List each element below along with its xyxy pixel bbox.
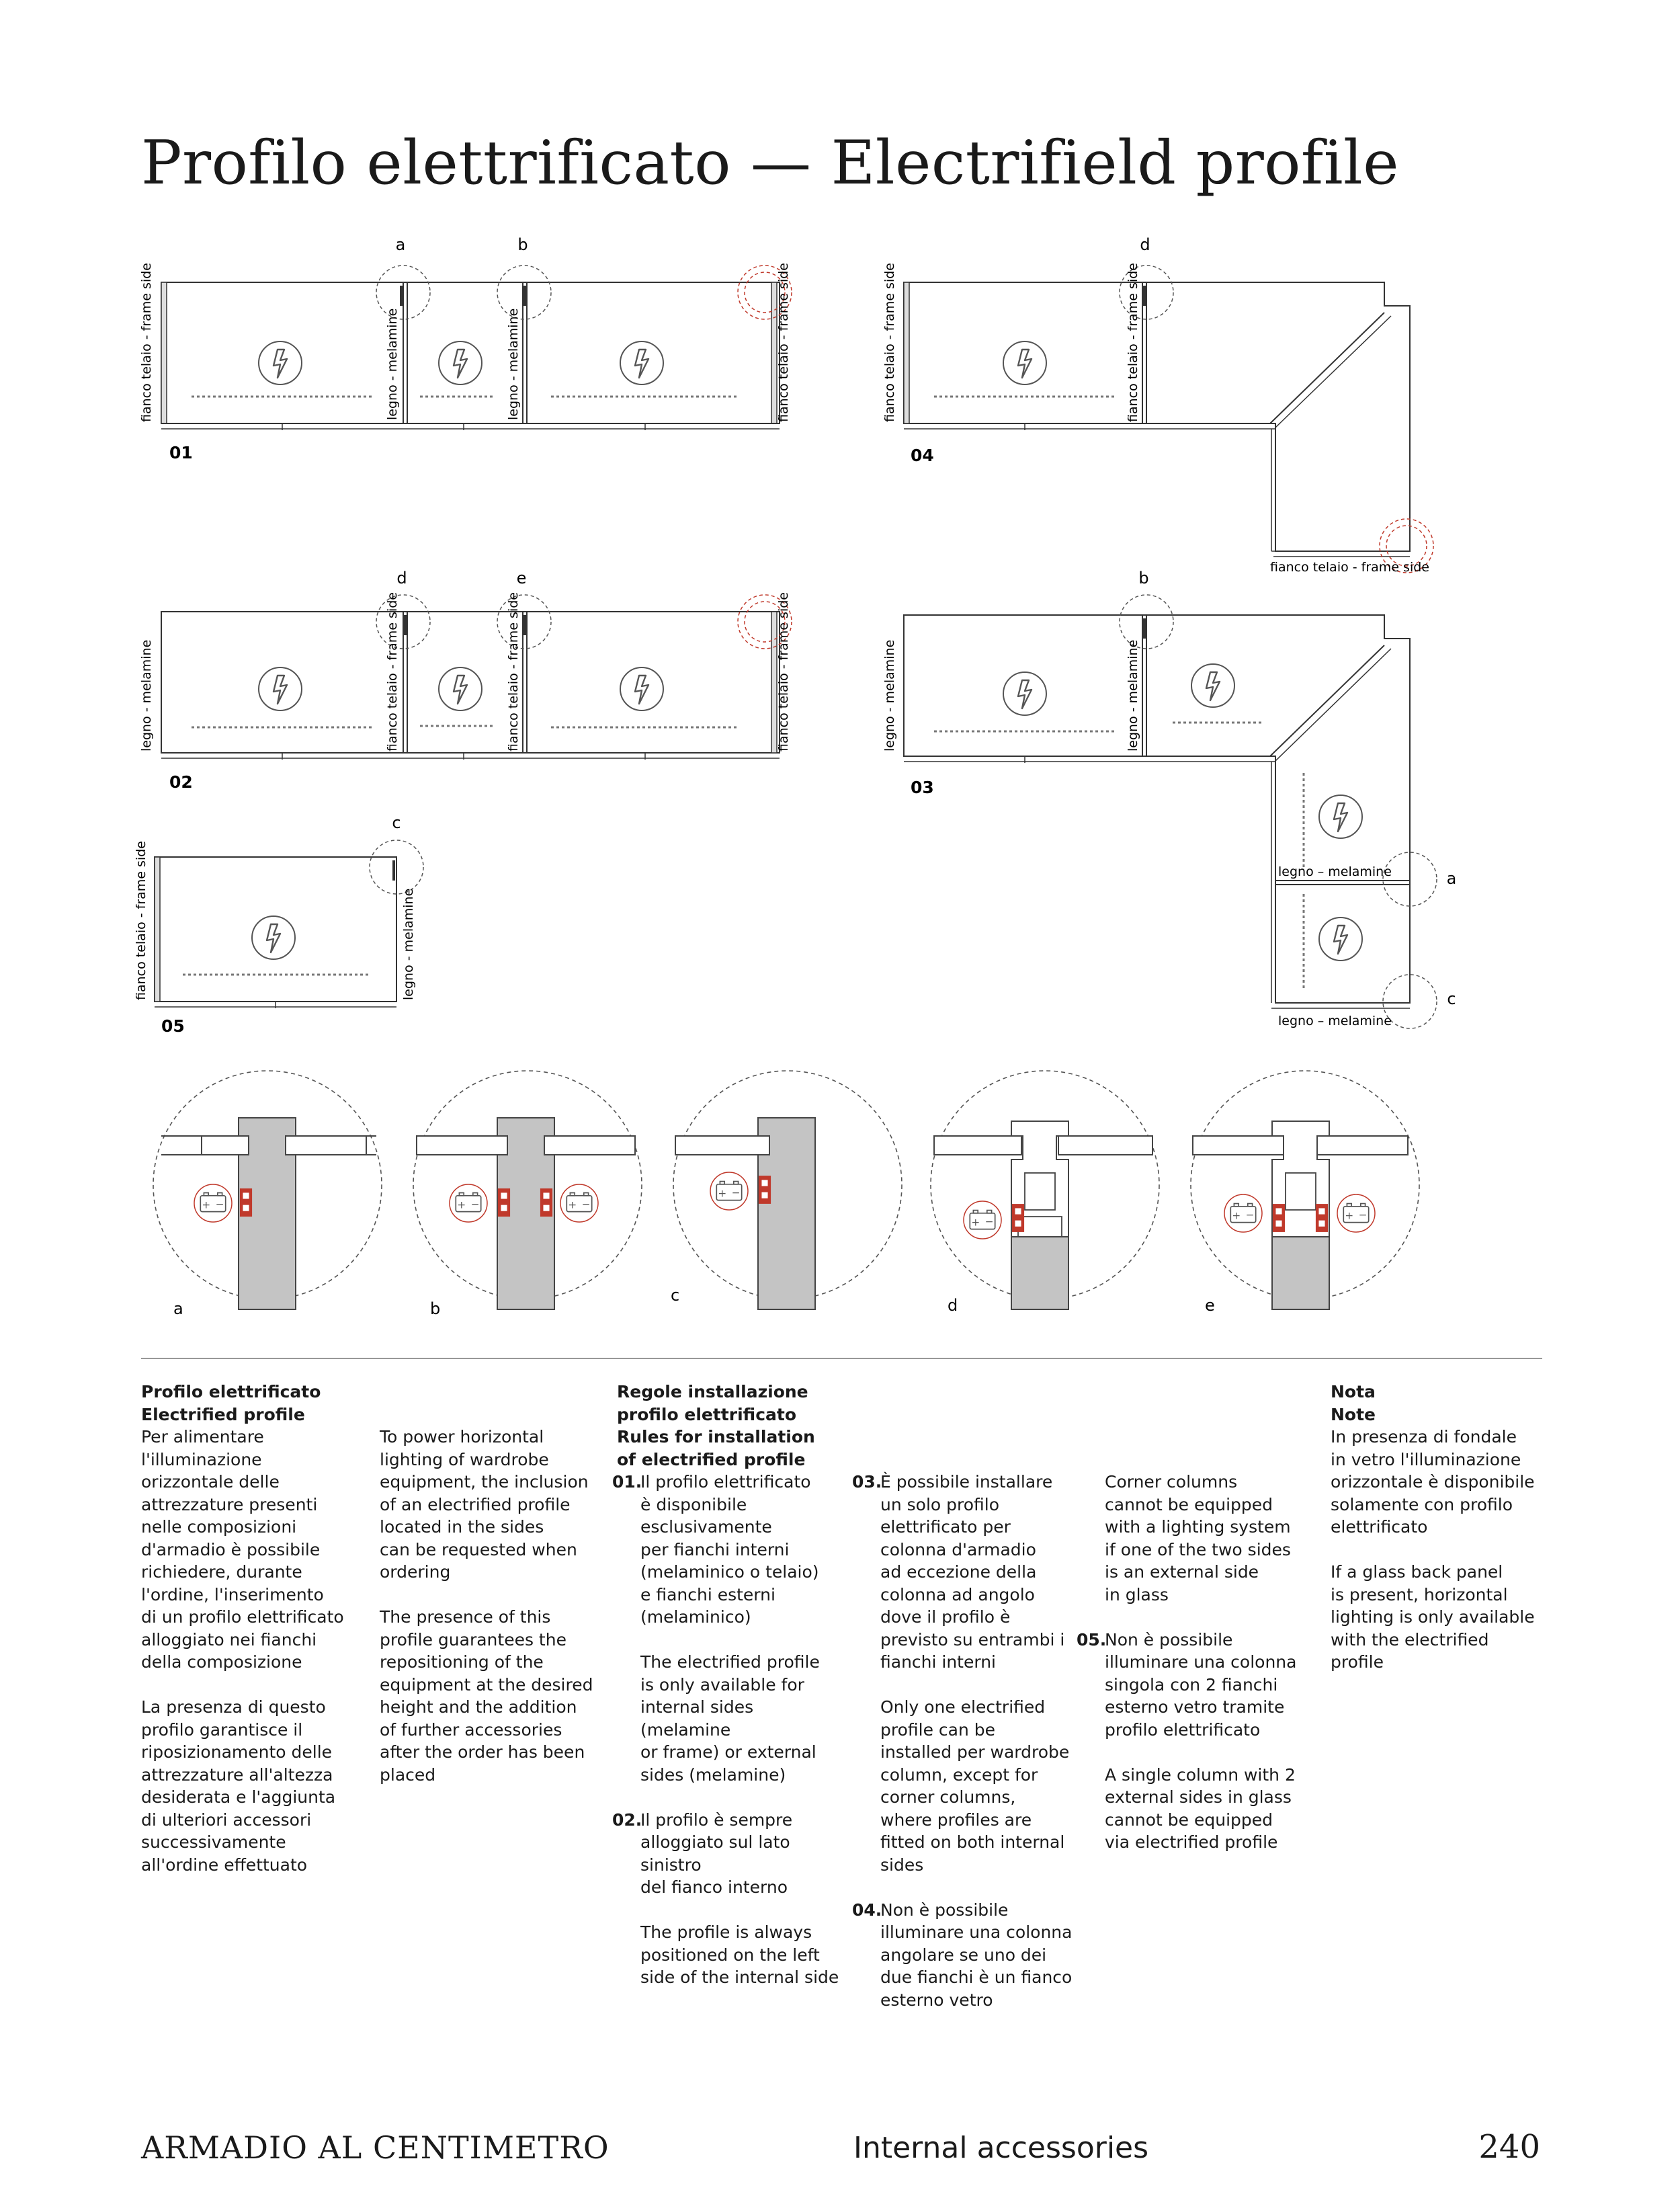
side-label: fianco telaio - frame side bbox=[776, 263, 791, 422]
detail-a bbox=[153, 1071, 382, 1318]
text-line: elettrificato per bbox=[880, 1517, 1011, 1537]
text-line: of an electrified profile bbox=[380, 1494, 571, 1514]
text-line: all'ordine effettuato bbox=[141, 1855, 308, 1875]
rule-number: 03. bbox=[852, 1472, 882, 1492]
text-line: is only available for bbox=[640, 1674, 804, 1695]
diagram-04 bbox=[882, 235, 1433, 575]
text-line: elettrificato bbox=[1331, 1517, 1428, 1537]
text-line: in glass bbox=[1105, 1584, 1169, 1604]
paragraph bbox=[1331, 1561, 1546, 1674]
text-line: Per alimentare bbox=[141, 1427, 264, 1447]
footer-brand: ARMADIO AL CENTIMETRO bbox=[141, 2129, 610, 2166]
text-line: esclusivamente bbox=[640, 1517, 772, 1537]
text-line: ordering bbox=[380, 1562, 451, 1582]
text-line: illuminare una colonna bbox=[1105, 1652, 1297, 1672]
side-label: legno - melamine bbox=[139, 639, 154, 751]
side-label: fianco telaio - frame side bbox=[1270, 560, 1429, 575]
text-line: internal sides (melamine bbox=[640, 1697, 754, 1740]
text-line: alloggiato nei fianchi bbox=[141, 1629, 317, 1650]
text-line: of electrified profile bbox=[617, 1449, 806, 1469]
text-line: external sides in glass bbox=[1105, 1787, 1292, 1807]
paragraph bbox=[640, 1471, 819, 1629]
text-col-3 bbox=[612, 1381, 845, 1989]
text-line: desiderata e l'aggiunta bbox=[141, 1787, 336, 1807]
text-line: column, except for bbox=[880, 1764, 1038, 1785]
detail-c bbox=[671, 1071, 902, 1309]
text-line: The profile is always bbox=[640, 1922, 812, 1942]
heading-en: Note bbox=[1331, 1404, 1376, 1424]
text-line: Rules for installation bbox=[617, 1427, 815, 1447]
heading-it: Nota bbox=[1331, 1382, 1376, 1401]
diagram-05 bbox=[134, 813, 423, 1036]
section-divider bbox=[141, 1358, 1542, 1359]
paragraph bbox=[640, 1651, 845, 1786]
text-line: in vetro l'illuminazione bbox=[1331, 1449, 1521, 1469]
text-line: orizzontale delle bbox=[141, 1472, 280, 1492]
side-label: legno - melamine bbox=[401, 888, 416, 1000]
text-line: successivamente bbox=[141, 1832, 286, 1852]
side-label: fianco telaio - frame side bbox=[776, 592, 791, 751]
text-line: profilo elettrificato bbox=[617, 1404, 797, 1424]
text-line: di ulteriori accessori bbox=[141, 1809, 312, 1830]
side-label: fianco telaio - frame side bbox=[1126, 263, 1140, 422]
rule-number: 04. bbox=[852, 1900, 882, 1920]
text-line: illuminare una colonna bbox=[880, 1922, 1073, 1942]
text-line: is an external side bbox=[1105, 1562, 1259, 1582]
text-line: d'armadio è possibile bbox=[141, 1539, 321, 1559]
text-line: esterno vetro bbox=[880, 1990, 993, 2010]
text-line: un solo profilo bbox=[880, 1494, 1000, 1514]
text-line: colonna ad angolo bbox=[880, 1584, 1035, 1604]
text-line: equipment, the inclusion bbox=[380, 1472, 589, 1492]
text-line: side of the internal side bbox=[640, 1967, 839, 1987]
marker-label: c bbox=[392, 813, 401, 832]
paragraph bbox=[1105, 1629, 1296, 1742]
text-line: positioned on the left bbox=[640, 1945, 820, 1965]
text-line: della composizione bbox=[141, 1652, 302, 1672]
text-line: richiedere, durante bbox=[141, 1562, 302, 1582]
text-line: l'illuminazione bbox=[141, 1449, 262, 1469]
marker-label: a bbox=[395, 235, 406, 254]
text-line: Non è possibile bbox=[1105, 1629, 1233, 1650]
paragraph bbox=[640, 1809, 845, 1899]
diagram-number: 01 bbox=[169, 443, 193, 462]
text-line: nelle composizioni bbox=[141, 1517, 297, 1537]
text-line: lighting of wardrobe bbox=[380, 1449, 549, 1469]
text-line: (melaminico) bbox=[640, 1607, 751, 1627]
paragraph bbox=[141, 1696, 363, 1876]
text-line: with a lighting system bbox=[1105, 1517, 1291, 1537]
diagram-03 bbox=[882, 569, 1456, 1028]
text-line: sides bbox=[880, 1855, 924, 1875]
text-line: repositioning of the bbox=[380, 1652, 544, 1672]
text-line: due fianchi è un fianco bbox=[880, 1967, 1073, 1987]
text-line: solamente con profilo bbox=[1331, 1494, 1513, 1514]
paragraph bbox=[1105, 1471, 1327, 1606]
side-label: fianco telaio - frame side bbox=[882, 263, 897, 422]
side-label: legno - melamine bbox=[506, 308, 521, 420]
rule-number: 01. bbox=[612, 1472, 642, 1492]
marker-label: b bbox=[1138, 569, 1149, 587]
detail-label: b bbox=[430, 1299, 441, 1318]
text-line: The electrified profile bbox=[640, 1652, 820, 1672]
text-line: after the order has been bbox=[380, 1742, 585, 1762]
text-line: colonna d'armadio bbox=[880, 1539, 1036, 1559]
rules-heading bbox=[617, 1381, 845, 1471]
paragraph bbox=[880, 1471, 1064, 1674]
text-line: placed bbox=[380, 1764, 436, 1785]
text-line: Il profilo elettrificato bbox=[640, 1472, 811, 1492]
diagram-01 bbox=[139, 235, 792, 462]
diagram-number: 03 bbox=[911, 778, 934, 797]
text-line: where profiles are bbox=[880, 1809, 1032, 1830]
text-line: or frame) or external bbox=[640, 1742, 816, 1762]
text-line: if one of the two sides bbox=[1105, 1539, 1291, 1559]
text-line: Il profilo è sempre bbox=[640, 1809, 793, 1830]
heading-en: Electrified profile bbox=[141, 1404, 305, 1424]
diagram-number: 05 bbox=[161, 1016, 185, 1036]
text-col-2 bbox=[380, 1426, 608, 1786]
paragraph bbox=[141, 1426, 363, 1674]
text-line: singola con 2 fianchi bbox=[1105, 1674, 1278, 1695]
side-label: fianco telaio - frame side bbox=[139, 263, 154, 422]
text-line: profile guarantees the bbox=[380, 1629, 566, 1650]
text-line: attrezzature presenti bbox=[141, 1494, 318, 1514]
text-line: angolare se uno dei bbox=[880, 1945, 1047, 1965]
text-line: esterno vetro tramite bbox=[1105, 1697, 1285, 1717]
diagram-number: 02 bbox=[169, 772, 193, 792]
text-line: È possibile installare bbox=[880, 1472, 1053, 1492]
text-line: previsto su entrambi i bbox=[880, 1629, 1065, 1650]
text-line: installed per wardrobe bbox=[880, 1742, 1070, 1762]
page-number: 240 bbox=[1478, 2128, 1540, 2166]
paragraph bbox=[380, 1606, 608, 1786]
text-line: located in the sides bbox=[380, 1517, 544, 1537]
rule-number: 05. bbox=[1077, 1629, 1107, 1650]
text-line: dove il profilo è bbox=[880, 1607, 1011, 1627]
marker-label: b bbox=[517, 235, 528, 254]
detail-label: a bbox=[173, 1299, 183, 1318]
text-line: profile bbox=[1331, 1652, 1384, 1672]
text-col-1 bbox=[141, 1381, 363, 1876]
diagram-02 bbox=[139, 569, 792, 792]
text-line: orizzontale è disponibile bbox=[1331, 1472, 1535, 1492]
text-line: cannot be equipped bbox=[1105, 1809, 1273, 1830]
text-col-4 bbox=[852, 1471, 1102, 2011]
paragraph bbox=[880, 1696, 1102, 1876]
text-line: Only one electrified bbox=[880, 1697, 1046, 1717]
text-line: fianchi interni bbox=[880, 1652, 996, 1672]
text-line: equipment at the desired bbox=[380, 1674, 593, 1695]
text-line: La presenza di questo bbox=[141, 1697, 326, 1717]
text-line: di un profilo elettrificato bbox=[141, 1607, 344, 1627]
detail-e bbox=[1191, 1071, 1419, 1315]
text-line: attrezzature all'altezza bbox=[141, 1764, 333, 1785]
rule-number: 02. bbox=[612, 1809, 642, 1830]
footer-section: Internal accessories bbox=[853, 2131, 1149, 2165]
text-line: del fianco interno bbox=[640, 1877, 788, 1897]
text-line: To power horizontal bbox=[380, 1427, 544, 1447]
marker-label: d bbox=[1140, 235, 1150, 254]
side-label: legno - melamine bbox=[385, 308, 400, 420]
text-line: If a glass back panel bbox=[1331, 1562, 1503, 1582]
text-line: ad eccezione della bbox=[880, 1562, 1037, 1582]
paragraph bbox=[640, 1921, 845, 1989]
marker-label: a bbox=[1446, 869, 1457, 888]
text-line: lighting is only available bbox=[1331, 1607, 1535, 1627]
paragraph bbox=[880, 1899, 1072, 2012]
paragraph bbox=[1331, 1426, 1546, 1539]
text-line: (melaminico o telaio) bbox=[640, 1562, 819, 1582]
text-line: per fianchi interni bbox=[640, 1539, 790, 1559]
text-line: fitted on both internal bbox=[880, 1832, 1065, 1852]
side-label: fianco telaio - frame side bbox=[134, 841, 149, 1000]
text-line: A single column with 2 bbox=[1105, 1764, 1296, 1785]
text-line: is present, horizontal bbox=[1331, 1584, 1508, 1604]
paragraph bbox=[1105, 1764, 1327, 1854]
text-col-6 bbox=[1331, 1381, 1546, 1674]
text-line: l'ordine, l'inserimento bbox=[141, 1584, 324, 1604]
text-line: cannot be equipped bbox=[1105, 1494, 1273, 1514]
marker-label: d bbox=[396, 569, 407, 587]
heading-it: Profilo elettrificato bbox=[141, 1382, 321, 1401]
text-line: profile can be bbox=[880, 1719, 996, 1740]
text-line: via electrified profile bbox=[1105, 1832, 1278, 1852]
text-line: è disponibile bbox=[640, 1494, 747, 1514]
text-line: can be requested when bbox=[380, 1539, 577, 1559]
page-title: Profilo elettrificato — Electrifield profile bbox=[141, 128, 1400, 198]
side-label: legno - melamine bbox=[882, 639, 897, 751]
marker-label: c bbox=[1447, 989, 1456, 1008]
text-line: of further accessories bbox=[380, 1719, 562, 1740]
text-line: Corner columns bbox=[1105, 1472, 1238, 1492]
detail-label: c bbox=[671, 1286, 680, 1305]
side-label: legno - melamine bbox=[1126, 639, 1140, 751]
text-line: riposizionamento delle bbox=[141, 1742, 333, 1762]
text-line: e fianchi esterni bbox=[640, 1584, 775, 1604]
text-line: profilo elettrificato bbox=[1105, 1719, 1261, 1740]
detail-d bbox=[931, 1071, 1159, 1315]
text-line: corner columns, bbox=[880, 1787, 1016, 1807]
side-label: fianco telaio - frame side bbox=[385, 592, 400, 751]
text-col-5 bbox=[1077, 1471, 1327, 1854]
text-line: Non è possibile bbox=[880, 1900, 1009, 1920]
text-line: Regole installazione bbox=[617, 1382, 808, 1401]
marker-label: e bbox=[516, 569, 527, 587]
detail-label: d bbox=[948, 1296, 958, 1315]
diagram-number: 04 bbox=[911, 446, 934, 465]
text-line: alloggiato sul lato sinistro bbox=[640, 1832, 790, 1875]
side-label: fianco telaio - frame side bbox=[506, 592, 521, 751]
detail-label: e bbox=[1205, 1296, 1215, 1315]
paragraph bbox=[380, 1426, 608, 1584]
text-line: The presence of this bbox=[380, 1607, 551, 1627]
detail-b bbox=[413, 1071, 642, 1318]
text-line: profilo garantisce il bbox=[141, 1719, 303, 1740]
text-line: height and the addition bbox=[380, 1697, 577, 1717]
text-line: In presenza di fondale bbox=[1331, 1427, 1517, 1447]
text-line: with the electrified bbox=[1331, 1629, 1489, 1650]
side-label: legno – melamine bbox=[1278, 1014, 1392, 1028]
side-label: legno – melamine bbox=[1278, 864, 1392, 879]
text-line: sides (melamine) bbox=[640, 1764, 786, 1785]
